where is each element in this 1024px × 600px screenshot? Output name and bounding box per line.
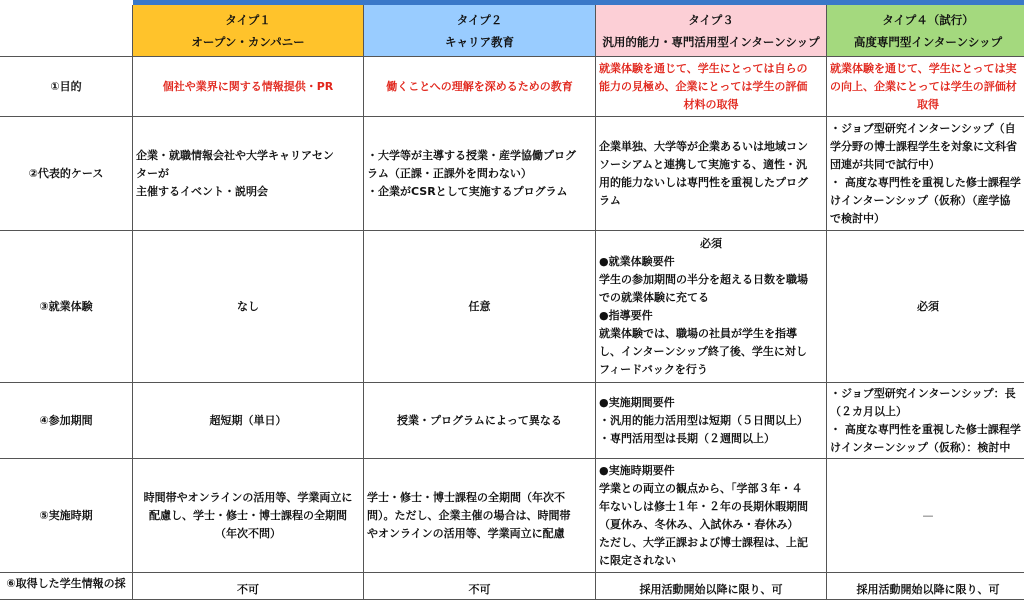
row-5-type-1-cell bbox=[133, 459, 364, 573]
row-label-1 bbox=[0, 57, 133, 117]
row-4-type-1-cell bbox=[133, 383, 364, 459]
cell-text-line: 就業体験を通じて、学生にとっては自らの bbox=[599, 61, 808, 75]
row-label-5 bbox=[0, 459, 133, 573]
row-label: ⑥取得した学生情報の採 bbox=[6, 577, 126, 590]
row-2-type-3-cell bbox=[596, 117, 827, 231]
cell-text-line: ・ジョブ型研究インターンシップ（自 bbox=[830, 121, 1016, 135]
header-title: タイプ１ bbox=[225, 12, 271, 27]
header-type-4 bbox=[827, 5, 1024, 57]
row-2-type-1-cell bbox=[133, 117, 364, 231]
header-subtitle: 高度専門型インターンシップ bbox=[853, 34, 1003, 49]
row-label-4 bbox=[0, 383, 133, 459]
cell-text-line: 学業との両立の観点から、「学部３年・４ bbox=[599, 481, 803, 495]
cell-text-line: ラム bbox=[599, 193, 621, 207]
corner-cell bbox=[0, 5, 133, 57]
row-label-2 bbox=[0, 117, 133, 231]
row-2-type-2-cell bbox=[364, 117, 596, 231]
cell-text-line: （年次不問） bbox=[215, 526, 281, 540]
cell-text-line: 必須 bbox=[917, 299, 939, 313]
cell-text-line: けインターンシップ（仮称）：検討中 bbox=[830, 440, 1011, 454]
cell-text-line: （２カ月以上） bbox=[830, 404, 907, 418]
header-title: タイプ４（試行） bbox=[882, 12, 974, 27]
cell-text-line: の向上、企業にとっては学生の評価材 bbox=[830, 79, 1017, 93]
cell-text-line: 取得 bbox=[917, 97, 939, 111]
cell-text-line: ・ジョブ型研究インターンシップ：長 bbox=[830, 386, 1016, 400]
cell-text-line: 個社や業界に関する情報提供・PR bbox=[162, 79, 334, 93]
cell-text-line: 時間帯やオンラインの活用等、学業両立に bbox=[143, 490, 353, 504]
cell-text-line: ●実施期間要件 bbox=[599, 395, 675, 409]
cell-text-line: 問）。ただし、企業主催の場合は、時間帯 bbox=[367, 508, 571, 522]
header-subtitle: オープン・カンパニー bbox=[191, 34, 305, 49]
header-subtitle: キャリア教育 bbox=[445, 34, 514, 49]
cell-text-line: ・汎用的能力活用型は短期（５日間以上） bbox=[599, 413, 808, 427]
row-5-type-4-cell bbox=[827, 459, 1024, 573]
cell-text-line: 能力の見極め、企業にとっては学生の評価 bbox=[599, 79, 808, 93]
header-type-1 bbox=[133, 5, 364, 57]
cell-text-line: 学生の参加期間の半分を超える日数を職場 bbox=[599, 272, 808, 286]
row-1-type-4-cell bbox=[827, 57, 1024, 117]
row-1-type-2-cell bbox=[364, 57, 596, 117]
row-3-type-4-cell bbox=[827, 231, 1024, 383]
cell-text-line: での就業体験に充てる bbox=[599, 290, 709, 304]
cell-text-line: 用的能力ないしは専門性を重視したプログ bbox=[599, 175, 808, 189]
row-1-type-1-cell bbox=[133, 57, 364, 117]
cell-text-line: 働くことへの理解を深めるための教育 bbox=[386, 79, 573, 93]
cell-text-line: ●指導要件 bbox=[599, 308, 653, 322]
row-label: ①目的 bbox=[50, 79, 82, 93]
cell-text-line: 採用活動開始以降に限り、可 bbox=[639, 583, 783, 596]
header-type-3 bbox=[596, 5, 827, 57]
cell-text-line: ・ 高度な専門性を重視した修士課程学 bbox=[830, 175, 1021, 189]
cell-text-line: ・ 高度な専門性を重視した修士課程学 bbox=[830, 422, 1021, 436]
cell-text-line: ただし、大学正課および博士課程は、上記 bbox=[599, 535, 808, 549]
cell-text-line: で検討中） bbox=[830, 211, 885, 225]
cell-text-line: 年ないしは修士１年・２年の長期休暇期間 bbox=[599, 499, 808, 513]
row-label-3 bbox=[0, 231, 133, 383]
cell-text-line: 不可 bbox=[468, 583, 491, 596]
cell-text-line: し、インターンシップ終了後、学生に対し bbox=[599, 344, 807, 358]
cell-text-line: ●就業体験要件 bbox=[599, 254, 675, 268]
cell-text-line: 企業単独、大学等が企業あるいは地域コン bbox=[599, 139, 808, 153]
row-5-type-2-cell bbox=[364, 459, 596, 573]
cell-text-line: やオンラインの活用等、学業両立に配慮 bbox=[367, 526, 565, 540]
cell-text-line: 企業・就職情報会社や大学キャリアセン bbox=[136, 148, 334, 162]
header-type-2 bbox=[364, 5, 596, 57]
cell-text-line: 学士・修士・博士課程の全期間（年次不 bbox=[367, 490, 565, 504]
row-label: ②代表的ケース bbox=[28, 166, 104, 180]
cell-text-line: — bbox=[922, 508, 934, 522]
row-6-type-2-cell bbox=[364, 573, 596, 600]
row-label: ④参加期間 bbox=[39, 413, 93, 427]
cell-text-line: ●実施時期要件 bbox=[599, 463, 675, 477]
cell-text-line: 授業・プログラムによって異なる bbox=[397, 413, 562, 427]
cell-text-line: ラム（正課・正課外を問わない） bbox=[367, 166, 532, 180]
cell-text-line: フィードバックを行う bbox=[599, 362, 708, 376]
row-4-type-2-cell bbox=[364, 383, 596, 459]
cell-text-line: 配慮し、学士・修士・博士課程の全期間 bbox=[149, 508, 347, 522]
cell-text-line: 就業体験を通じて、学生にとっては実 bbox=[830, 61, 1017, 75]
cell-text-line: （夏休み、冬休み、入試休み・春休み） bbox=[599, 517, 799, 531]
cell-text-line: なし bbox=[237, 299, 259, 313]
cell-text-line: 主催するイベント・説明会 bbox=[136, 184, 268, 198]
row-label: ⑤実施時期 bbox=[39, 508, 93, 522]
row-5-type-3-cell bbox=[596, 459, 827, 573]
cell-text-line: けインターンシップ（仮称）（産学協 bbox=[830, 193, 1011, 207]
cell-text-line: 不可 bbox=[237, 583, 259, 596]
row-6-type-4-cell bbox=[827, 573, 1024, 600]
row-2-type-4-cell bbox=[827, 117, 1024, 231]
row-4-type-3-cell bbox=[596, 383, 827, 459]
row-3-type-3-cell bbox=[596, 231, 827, 383]
header-title: タイプ３ bbox=[688, 12, 734, 27]
cell-text-line: 採用活動開始以降に限り、可 bbox=[856, 583, 1000, 596]
row-1-type-3-cell bbox=[596, 57, 827, 117]
row-4-type-4-cell bbox=[827, 383, 1024, 459]
cell-text-line: 学分野の博士課程学生を対象に文科省 bbox=[830, 139, 1017, 153]
row-6-type-3-cell bbox=[596, 573, 827, 600]
row-3-type-1-cell bbox=[133, 231, 364, 383]
row-label: ③就業体験 bbox=[39, 299, 93, 313]
row-3-type-2-cell bbox=[364, 231, 596, 383]
cell-text-line: 団連が共同で試行中） bbox=[830, 157, 940, 171]
row-label-6 bbox=[0, 573, 133, 600]
cell-text-line: 超短期（単日） bbox=[209, 413, 287, 427]
cell-text-line: ・大学等が主導する授業・産学協働プログ bbox=[367, 148, 576, 162]
cell-text-line: ・企業がCSRとして実施するプログラム bbox=[367, 184, 568, 198]
cell-text-line: ソーシアムと連携して実施する、適性・汎 bbox=[599, 157, 808, 171]
row-6-type-1-cell bbox=[133, 573, 364, 600]
cell-text-line: 任意 bbox=[468, 299, 491, 313]
cell-text-line: に限定されない bbox=[599, 553, 676, 567]
cell-text-line: 就業体験では、職場の社員が学生を指導 bbox=[599, 326, 797, 340]
cell-text-line: 必須 bbox=[700, 236, 722, 250]
header-title: タイプ２ bbox=[456, 12, 503, 27]
cell-text-line: ターが bbox=[136, 166, 169, 180]
cell-text-line: ・専門活用型は長期（２週間以上） bbox=[599, 431, 775, 445]
cell-text-line: 材料の取得 bbox=[683, 97, 739, 111]
header-subtitle: 汎用的能力・専門活用型インターンシップ bbox=[602, 34, 820, 49]
